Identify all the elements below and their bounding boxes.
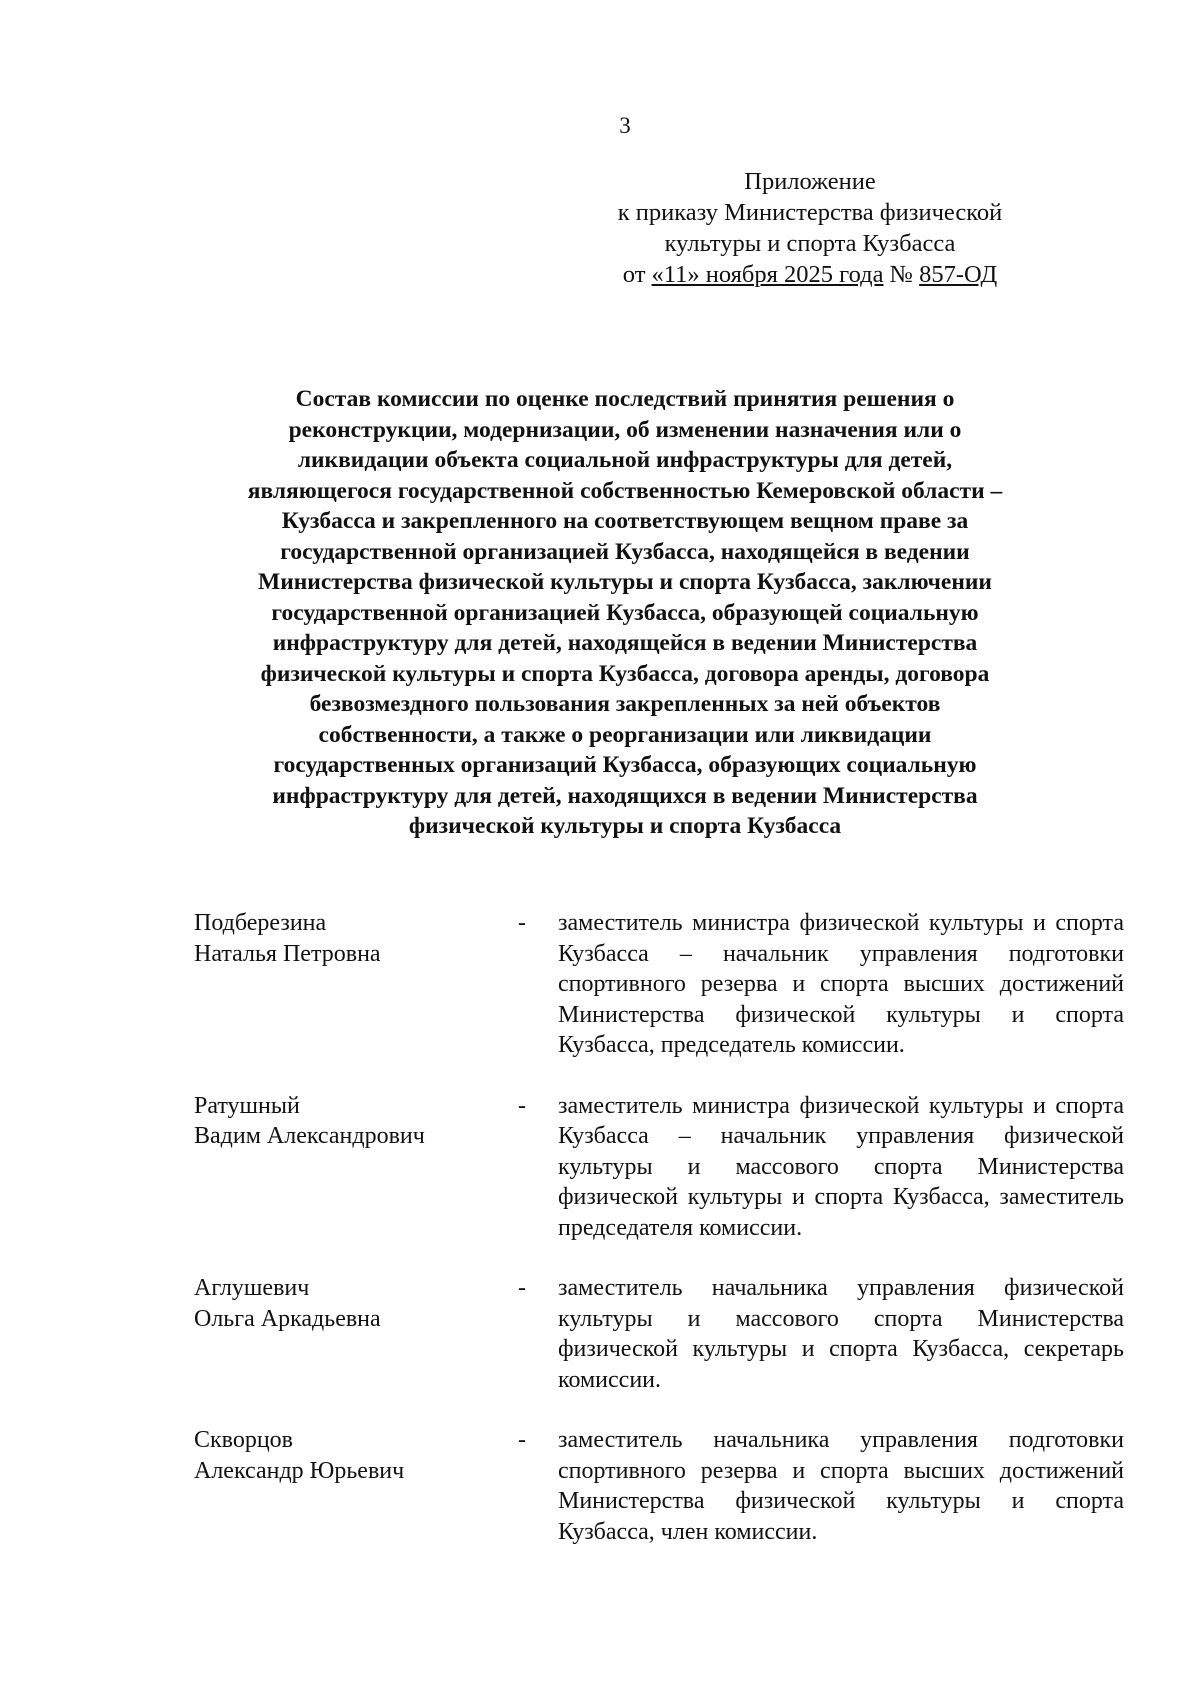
member-name	[194, 1273, 514, 1395]
appendix-header	[560, 166, 1060, 290]
order-number: 857-ОД	[919, 261, 998, 288]
title-line: инфраструктуру для детей, находящихся в ведении Министерства	[272, 782, 978, 809]
title-line: государственных организаций Кузбасса, образующих социальную	[273, 752, 977, 778]
title-line: Кузбасса и закрепленного на соответствующем вещном праве за	[281, 508, 969, 534]
title-line: физической культуры и спорта Кузбасса, договора аренды, договора	[260, 660, 990, 687]
appendix-line-1: Приложение	[744, 168, 876, 195]
member-role: заместитель начальника управления физической культуры и массового спорта Министерства физической культуры и спорта Кузбасса, секретарь комиссии.	[558, 1275, 1124, 1393]
member-role: заместитель начальника управления подготовки спортивного резерва и спорта высших достижений Министерства физической культуры и спорта Кузбасса, член комиссии.	[558, 1427, 1124, 1545]
member-dash: -	[518, 1275, 526, 1301]
member-dash: -	[518, 910, 526, 936]
appendix-line-4	[560, 259, 1060, 290]
order-date: «11» ноября 2025 года	[651, 261, 884, 288]
member-surname: Скворцов	[194, 1427, 294, 1453]
number-prefix: №	[883, 261, 920, 288]
member-row	[194, 1091, 1124, 1244]
title-line: инфраструктуру для детей, находящейся в ведении Министерства	[272, 630, 978, 656]
title-line: реконструкции, модернизации, об изменении назначения или о	[288, 416, 962, 443]
member-role: заместитель министра физической культуры и спорта Кузбасса – начальник управления физической культуры и массового спорта Министерства физической культуры и спорта Кузбасса, заместитель председателя комиссии.	[558, 1092, 1124, 1241]
member-name	[194, 908, 514, 1061]
member-dash: -	[518, 1092, 526, 1119]
title-line: ликвидации объекта социальной инфраструктуры для детей,	[297, 447, 953, 473]
member-surname: Подберезина	[194, 910, 327, 936]
member-surname: Аглушевич	[194, 1275, 310, 1301]
member-role: заместитель министра физической культуры и спорта Кузбасса – начальник управления подготовки спортивного резерва и спорта высших достижений Министерства физической культуры и спорта Кузбасса, председатель комиссии.	[558, 910, 1124, 1058]
title-line: собственности, а также о реорганизации или ликвидации	[318, 721, 932, 748]
title-line: Министерства физической культуры и спорта Кузбасса, заключении	[258, 569, 992, 595]
title-line: государственной организацией Кузбасса, образующей социальную	[271, 599, 979, 626]
title-line: физической культуры и спорта Кузбасса	[408, 813, 842, 839]
member-given-names: Ольга Аркадьевна	[194, 1305, 381, 1332]
page-number: 3	[619, 113, 631, 138]
member-given-names: Наталья Петровна	[194, 940, 381, 967]
appendix-line-2: к приказу Министерства физической	[617, 199, 1003, 226]
title-line: безвозмездного пользования закрепленных за ней объектов	[309, 691, 941, 717]
appendix-line-3: культуры и спорта Кузбасса	[664, 230, 956, 257]
commission-members-list	[194, 908, 1124, 1577]
document-title	[160, 384, 1090, 842]
member-dash: -	[518, 1427, 526, 1453]
title-line: Состав комиссии по оценке последствий принятия решения о	[295, 386, 955, 412]
member-name	[194, 1425, 514, 1547]
member-row	[194, 1425, 1124, 1547]
title-line: государственной организацией Кузбасса, находящейся в ведении	[280, 538, 970, 565]
title-line: являющегося государственной собственностью Кемеровской области –	[247, 477, 1003, 504]
member-given-names: Вадим Александрович	[194, 1123, 425, 1149]
date-prefix: от	[622, 261, 652, 288]
member-row	[194, 1273, 1124, 1395]
member-surname: Ратушный	[194, 1092, 300, 1119]
member-given-names: Александр Юрьевич	[194, 1457, 405, 1484]
member-row	[194, 908, 1124, 1061]
member-name	[194, 1091, 514, 1244]
